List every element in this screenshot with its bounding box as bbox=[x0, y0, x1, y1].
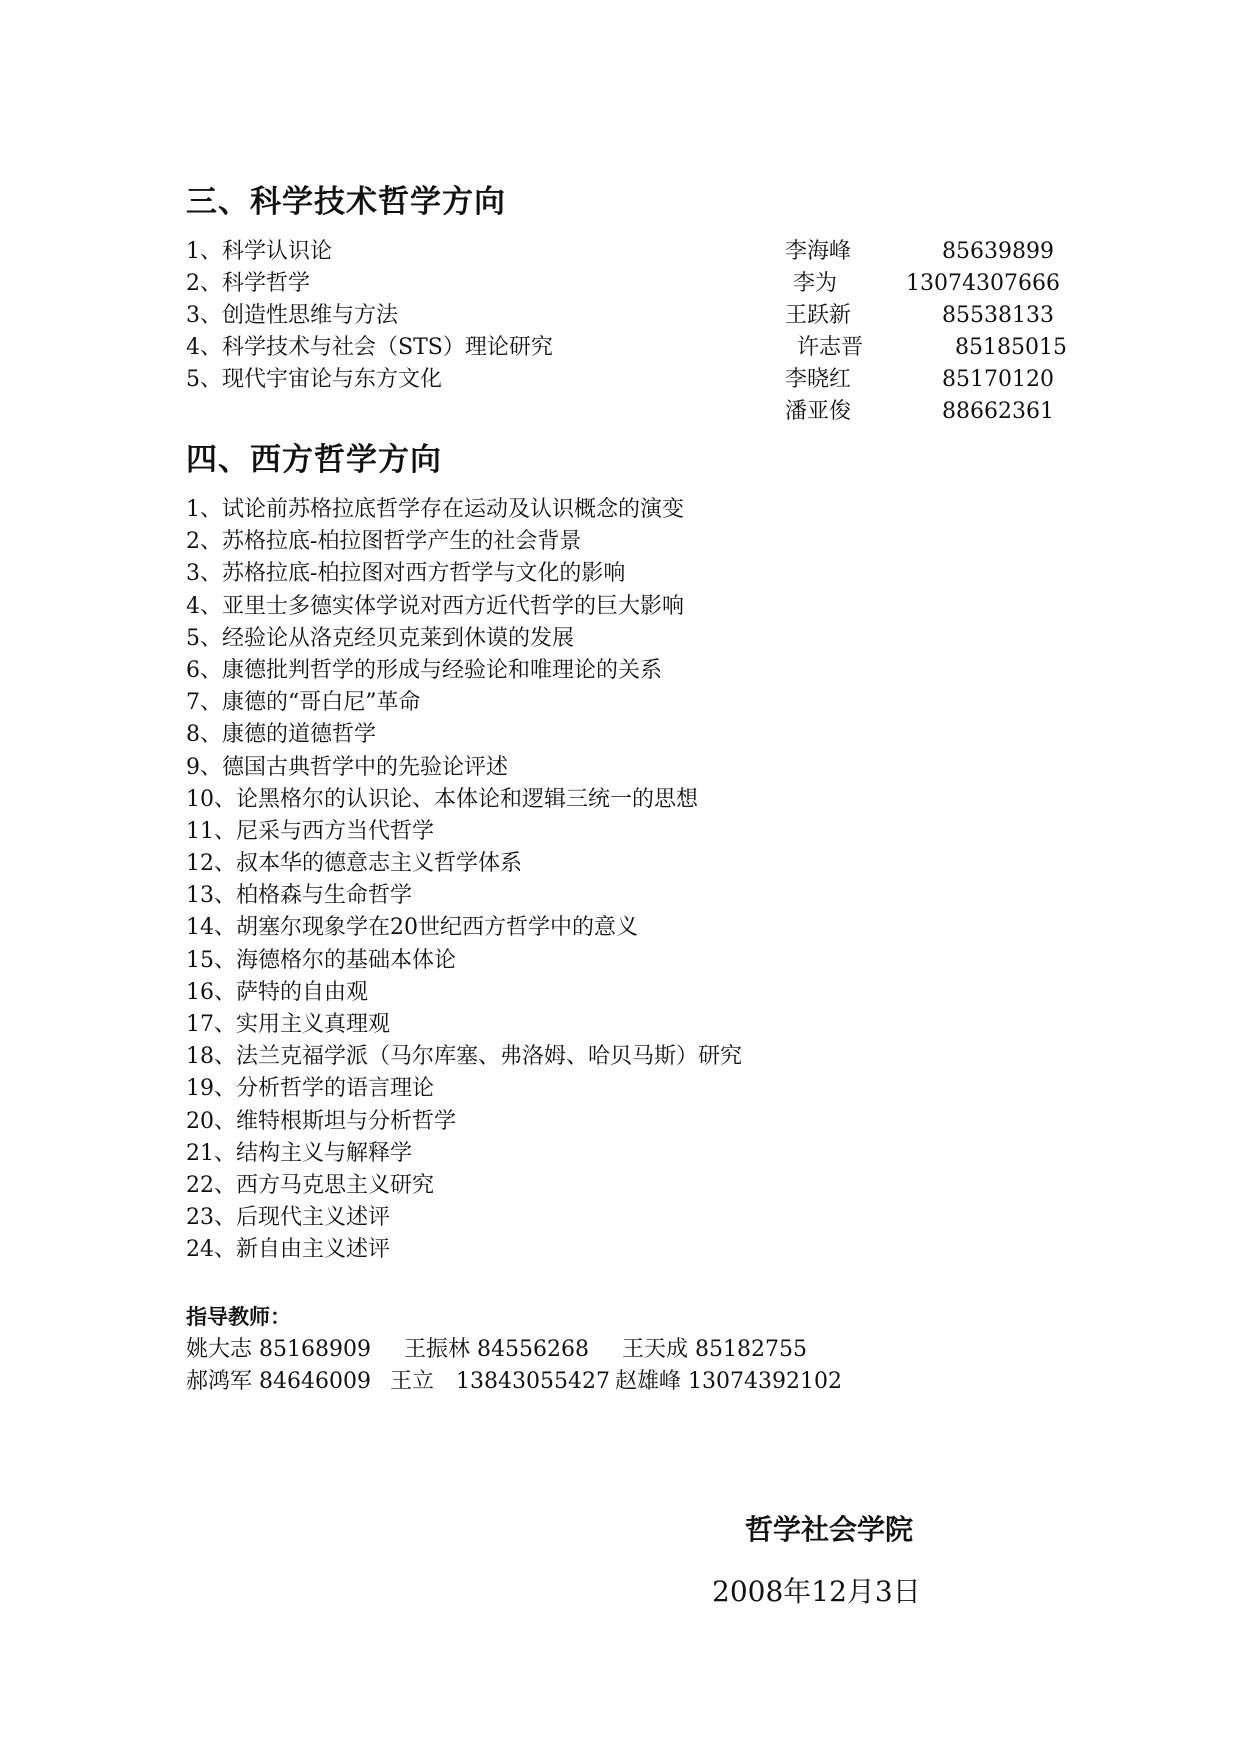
advisors-title: 指导教师： bbox=[186, 1305, 291, 1329]
list-item: 14、胡塞尔现象学在20世纪西方哲学中的意义 bbox=[186, 915, 638, 941]
teacher-phone: 88662361 bbox=[942, 399, 1054, 424]
list-item: 20、维特根斯坦与分析哲学 bbox=[186, 1108, 456, 1134]
teacher-phone: 85538133 bbox=[942, 303, 1054, 328]
teacher-phone: 85639899 bbox=[942, 239, 1054, 264]
list-item: 12、叔本华的德意志主义哲学体系 bbox=[186, 851, 522, 877]
advisor-contact: 王立 13843055427 bbox=[390, 1369, 610, 1394]
teacher-phone: 85170120 bbox=[942, 367, 1054, 392]
topic-title: 3、创造性思维与方法 bbox=[186, 303, 398, 328]
list-item: 19、分析哲学的语言理论 bbox=[186, 1076, 434, 1102]
topic-row bbox=[0, 332, 1241, 364]
list-item: 21、结构主义与解释学 bbox=[186, 1140, 412, 1166]
section-heading-philosophy-of-science: 三、科学技术哲学方向 bbox=[186, 184, 506, 220]
topic-title: 5、现代宇宙论与东方文化 bbox=[186, 367, 442, 392]
list-item: 1、试论前苏格拉底哲学存在运动及认识概念的演变 bbox=[186, 497, 684, 522]
advisor-contact: 王振林 84556268 bbox=[404, 1337, 589, 1362]
signature-organization: 哲学社会学院 bbox=[745, 1513, 914, 1546]
list-item: 4、亚里士多德实体学说对西方近代哲学的巨大影响 bbox=[186, 593, 684, 619]
list-item: 6、康德批判哲学的形成与经验论和唯理论的关系 bbox=[186, 657, 662, 683]
list-item: 22、西方马克思主义研究 bbox=[186, 1172, 434, 1198]
list-item: 5、经验论从洛克经贝克莱到休谟的发展 bbox=[186, 625, 574, 651]
western-philosophy-topic-list bbox=[186, 494, 742, 1267]
list-item: 23、后现代主义述评 bbox=[186, 1205, 390, 1231]
list-item: 7、康德的“哥白尼”革命 bbox=[186, 690, 421, 716]
list-item: 11、尼采与西方当代哲学 bbox=[186, 818, 434, 844]
topic-title: 4、科学技术与社会（STS）理论研究 bbox=[186, 335, 553, 360]
list-item: 24、新自由主义述评 bbox=[186, 1237, 390, 1263]
teacher-name: 李海峰 bbox=[785, 239, 852, 264]
teacher-name: 李为 bbox=[793, 271, 838, 296]
topic-row bbox=[0, 300, 1241, 332]
list-item: 9、德国古典哲学中的先验论评述 bbox=[186, 754, 508, 780]
list-item: 16、萨特的自由观 bbox=[186, 979, 368, 1005]
topic-row bbox=[0, 268, 1241, 300]
list-item: 15、海德格尔的基础本体论 bbox=[186, 947, 456, 973]
advisor-contact: 赵雄峰 13074392102 bbox=[615, 1369, 842, 1394]
advisor-contact: 王天成 85182755 bbox=[622, 1337, 807, 1362]
topic-row bbox=[0, 364, 1241, 396]
list-item: 18、法兰克福学派（马尔库塞、弗洛姆、哈贝马斯）研究 bbox=[186, 1044, 742, 1070]
teacher-phone: 85185015 bbox=[955, 335, 1067, 360]
list-item: 10、论黑格尔的认识论、本体论和逻辑三统一的思想 bbox=[186, 786, 698, 812]
topic-title: 2、科学哲学 bbox=[186, 271, 310, 296]
teacher-name: 李晓红 bbox=[785, 367, 852, 392]
teacher-phone: 13074307666 bbox=[906, 271, 1060, 296]
teacher-name: 潘亚俊 bbox=[785, 399, 852, 424]
advisors-line-1 bbox=[186, 1334, 807, 1366]
signature-date: 2008年12月3日 bbox=[712, 1575, 921, 1608]
section-heading-western-philosophy: 四、西方哲学方向 bbox=[186, 442, 442, 478]
advisors-line-2 bbox=[186, 1366, 842, 1398]
advisor-contact: 郝鸿军 84646009 bbox=[186, 1369, 371, 1394]
list-item: 3、苏格拉底-柏拉图对西方哲学与文化的影响 bbox=[186, 561, 626, 587]
teacher-name: 许志晋 bbox=[797, 335, 864, 360]
topic-row bbox=[0, 396, 1241, 428]
topic-row bbox=[0, 236, 1241, 268]
list-item: 17、实用主义真理观 bbox=[186, 1012, 390, 1037]
list-item: 8、康德的道德哲学 bbox=[186, 722, 376, 748]
topic-title: 1、科学认识论 bbox=[186, 239, 332, 264]
advisor-contact: 姚大志 85168909 bbox=[186, 1337, 371, 1362]
list-item: 13、柏格森与生命哲学 bbox=[186, 883, 412, 909]
teacher-name: 王跃新 bbox=[785, 303, 852, 328]
list-item: 2、苏格拉底-柏拉图哲学产生的社会背景 bbox=[186, 529, 582, 555]
